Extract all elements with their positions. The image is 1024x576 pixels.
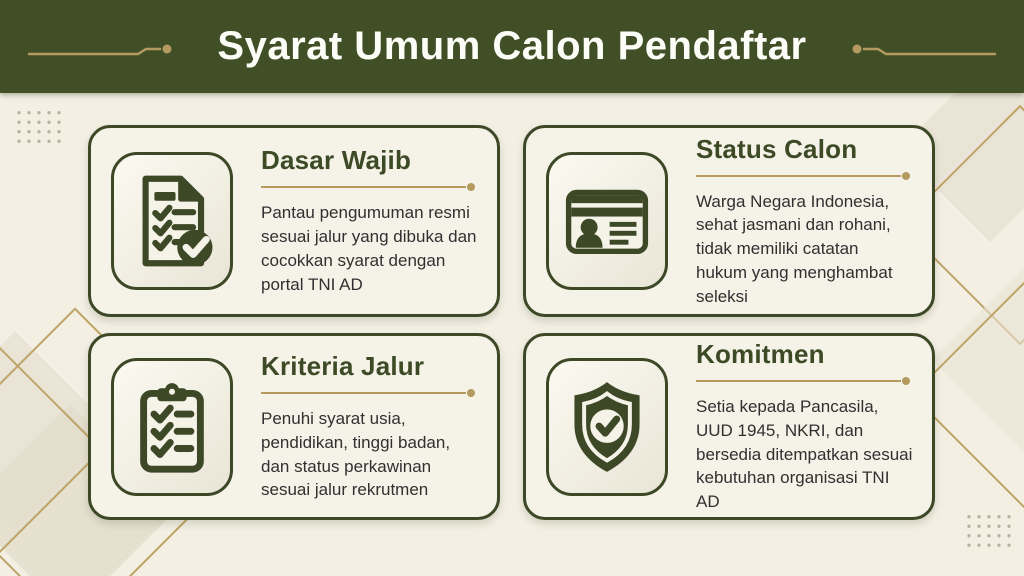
card-title: Komitmen (696, 339, 825, 369)
gold-divider (696, 172, 910, 180)
icon-box (546, 358, 668, 496)
header-banner (0, 0, 1024, 93)
card-title: Dasar Wajib (261, 145, 412, 176)
dot-grid-bottom-right (964, 512, 1012, 550)
card-title: Status Calon (696, 133, 858, 164)
card-title: Kriteria Jalur (261, 350, 425, 381)
gold-divider (261, 183, 475, 191)
cards-grid (88, 125, 935, 520)
clipboard-checklist-icon (129, 377, 215, 477)
card-body-text: Penuhi syarat usia, pendidikan, tinggi badan, dan status perkawinan sesuai jalur rekrutmen (261, 408, 451, 500)
page-title: Syarat Umum Calon Pendaftar (217, 24, 807, 68)
id-card-icon (561, 171, 653, 271)
dot-grid-top-left (14, 108, 62, 146)
card-text (696, 339, 914, 514)
gold-divider (261, 389, 475, 397)
document-check-icon (128, 171, 216, 271)
card-komitmen (523, 333, 935, 520)
gold-line-ornament-right (846, 40, 998, 62)
card-kriteria-jalur (88, 333, 500, 520)
icon-box (546, 152, 668, 290)
card-body-text: Warga Negara Indonesia, sehat jasmani dan rohani, tidak memiliki catatan hukum yang menghambat seleksi (696, 191, 893, 306)
card-text (261, 351, 479, 502)
shield-check-icon (563, 377, 651, 477)
card-text (261, 145, 479, 296)
icon-box (111, 358, 233, 496)
card-body-text: Setia kepada Pancasila, UUD 1945, NKRI, dan bersedia ditempatkan sesuai kebutuhan organisasi TNI AD (696, 397, 913, 512)
card-status-calon (523, 125, 935, 317)
icon-box (111, 152, 233, 290)
gold-line-ornament-left (26, 40, 178, 62)
card-body-text: Pantau pengumuman resmi sesuai jalur yang dibuka dan cocokkan syarat dengan portal TNI AD (261, 203, 477, 294)
card-dasar-wajib (88, 125, 500, 317)
card-text (696, 134, 914, 309)
gold-divider (696, 377, 910, 385)
